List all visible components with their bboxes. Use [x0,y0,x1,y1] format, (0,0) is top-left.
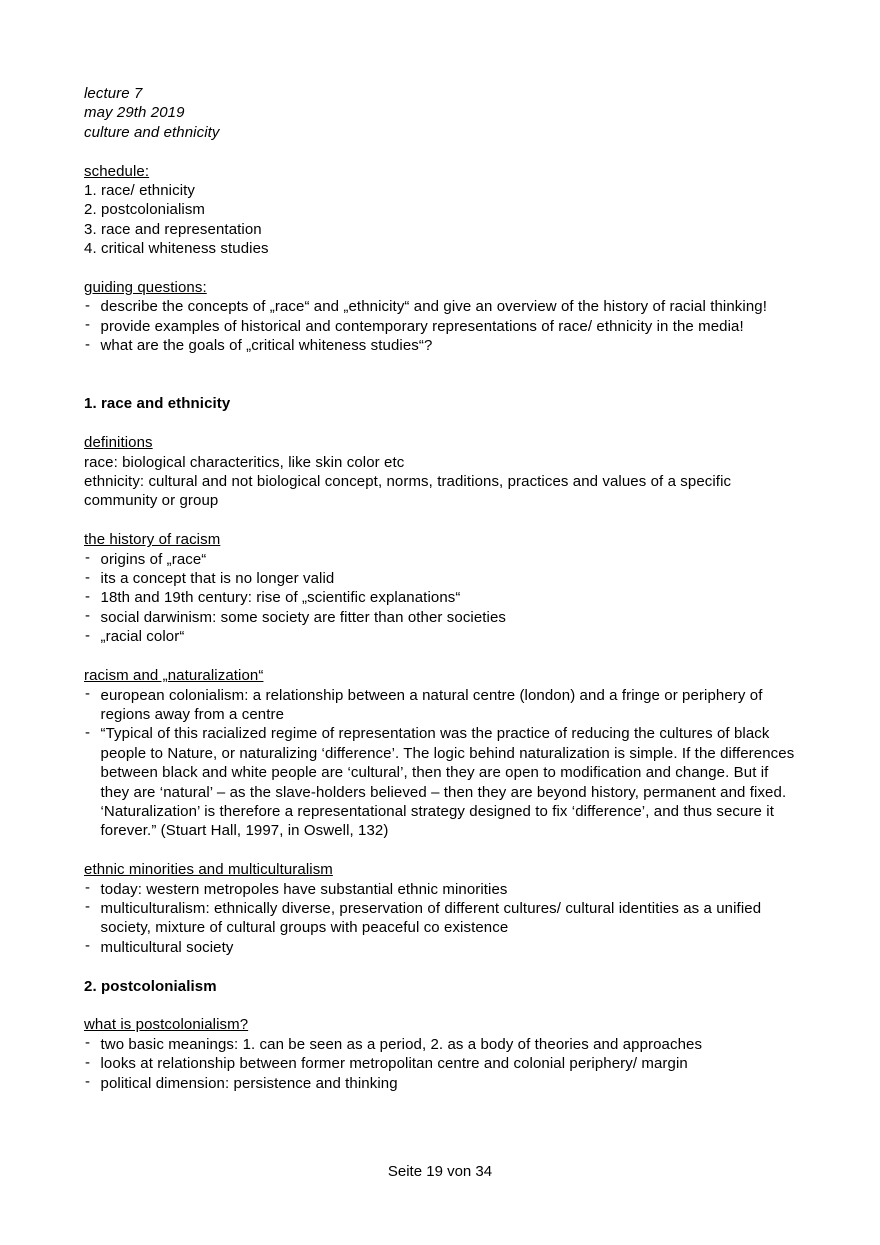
spacer [84,647,796,666]
section-1-heading: 1. race and ethnicity [84,395,231,413]
schedule-item: 1. race/ ethnicity [84,182,196,200]
list-item: - today: western metropoles have substantial ethnic minorities [84,880,796,899]
schedule-list [84,181,796,259]
lecture-number-line: lecture 7 [84,85,143,102]
definitions-heading: definitions [84,434,153,452]
naturalization-list [84,686,796,841]
list-item: - 18th and 19th century: rise of „scientific explanations“ [84,588,796,607]
list-item: - what are the goals of „critical whiteness studies“? [84,336,796,355]
definition-race: race: biological characteritics, like skin color etc [84,453,405,471]
spacer [84,414,796,433]
what-is-postcolonialism-heading: what is postcolonialism? [84,1016,249,1034]
list-item: - european colonialism: a relationship between a natural centre (london) and a fringe or periphery of regions away from a centre [84,686,796,725]
spacer [84,259,796,278]
list-item: - looks at relationship between former metropolitan centre and colonial periphery/ margin [84,1054,796,1073]
definition-ethnicity: ethnicity: cultural and not biological concept, norms, traditions, practices and values of a specific community or group [84,473,732,510]
list-item: - two basic meanings: 1. can be seen as a period, 2. as a body of theories and approaches [84,1035,796,1054]
history-of-racism-heading: the history of racism [84,531,221,549]
list-item: - social darwinism: some society are fitter than other societies [84,608,796,627]
section-2-heading: 2. postcolonialism [84,977,217,995]
list-item: - „racial color“ [84,627,796,646]
spacer [84,996,796,1015]
list-item: - political dimension: persistence and thinking [84,1074,796,1093]
guiding-questions-heading: guiding questions: [84,279,207,297]
document-content [84,84,796,1093]
lecture-date-line: may 29th 2019 [84,104,185,122]
list-item-quote: - “Typical of this racialized regime of representation was the practice of reducing the cultures of black people to Nature, or naturalizing ‘difference’. The logic behind naturalization is simple. If the differences between black and white people are ‘cultural’, then they are open to modification and change. But if they are ‘natural’ – as the slave-holders believed – then they are beyond history, permanent and fixed. ‘Naturalization’ is therefore a representational strategy designed to fix ‘difference’, and thus secure it forever.” (Stuart Hall, 1997, in Oswell, 132) [84,724,796,840]
list-item: - multicultural society [84,938,796,957]
spacer [84,841,796,860]
list-item: - multiculturalism: ethnically diverse, preservation of different cultures/ cultural identities as a unified society, mixture of cultural groups with peaceful co existence [84,899,796,938]
list-item: - provide examples of historical and contemporary representations of race/ ethnicity in the media! [84,317,796,336]
spacer [84,142,796,161]
schedule-item: 3. race and representation [84,220,262,238]
spacer [84,356,796,395]
history-of-racism-list [84,550,796,647]
spacer [84,511,796,530]
list-item: - origins of „race“ [84,550,796,569]
list-item: - its a concept that is no longer valid [84,569,796,588]
what-is-postcolonialism-list [84,1035,796,1093]
page-number-footer: Seite 19 von 34 [387,1163,493,1180]
schedule-item: 4. critical whiteness studies [84,240,269,258]
schedule-item: 2. postcolonialism [84,201,206,219]
ethnic-minorities-list [84,880,796,958]
ethnic-minorities-heading: ethnic minorities and multiculturalism [84,861,333,879]
list-item: - describe the concepts of „race“ and „ethnicity“ and give an overview of the history of racial thinking! [84,297,796,316]
schedule-heading: schedule: [84,162,150,180]
lecture-topic-line: culture and ethnicity [84,123,220,141]
spacer [84,957,796,976]
guiding-questions-list [84,297,796,355]
naturalization-heading: racism and „naturalization“ [84,667,264,685]
